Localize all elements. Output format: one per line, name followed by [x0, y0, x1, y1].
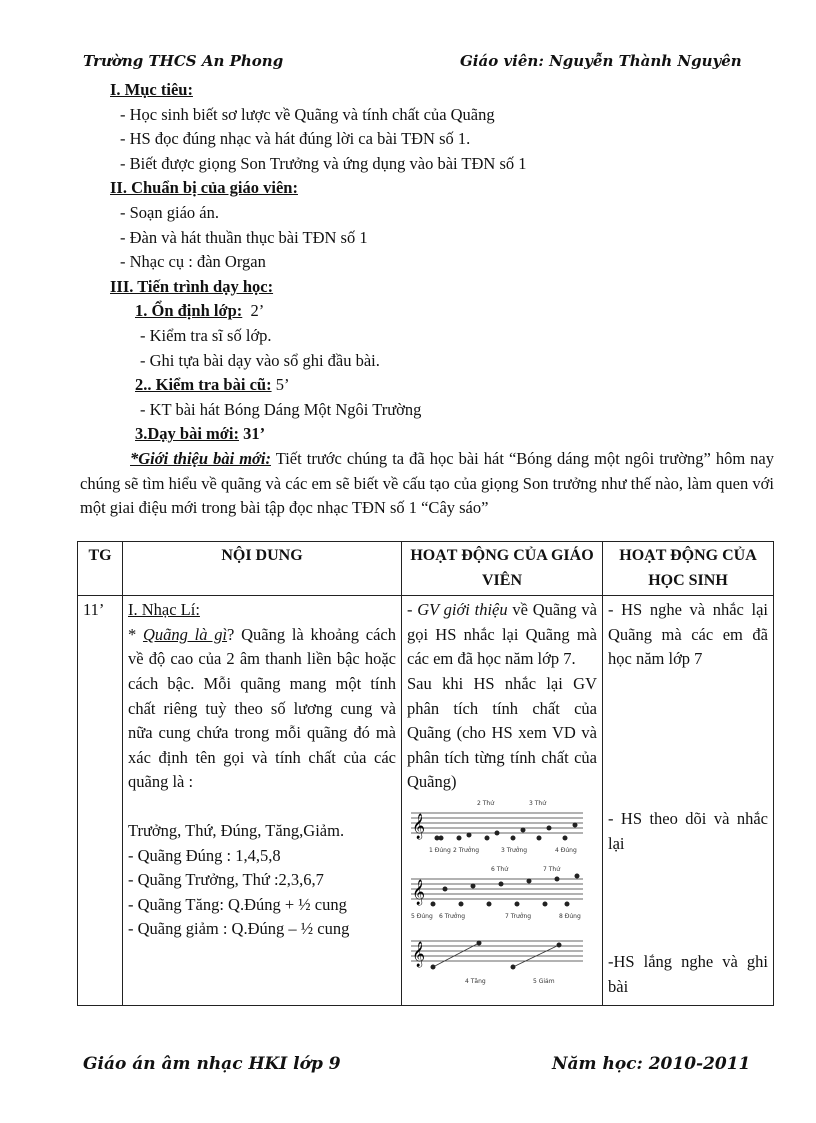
section1-item: - Biết được giọng Son Trưởng và ứng dụng vào bài TĐN số 1 [120, 153, 527, 173]
header-teacher-activity: HOẠT ĐỘNG CỦA GIÁO VIÊN [402, 542, 603, 596]
step2-time: 5’ [275, 375, 290, 395]
staff-label: 5 Đúng [411, 912, 433, 920]
note [485, 835, 490, 840]
step1-item: - Ghi tựa bài dạy vào sổ ghi đầu bài. [140, 350, 380, 370]
treble-clef-icon: 𝄞 [412, 941, 426, 967]
student-activity-3: -HS lắng nghe và ghi bài [608, 952, 768, 996]
step2-item: - KT bài hát Bóng Dáng Một Ngôi Trường [140, 399, 422, 419]
note [527, 878, 532, 883]
treble-clef-icon: 𝄞 [412, 813, 426, 839]
note [431, 901, 436, 906]
content-q-label: Quãng là gì [142, 624, 228, 644]
staff-label: 7 Trưởng [505, 912, 532, 920]
staff-label: 8 Đúng [559, 912, 581, 920]
teacher-analysis: Sau khi HS nhắc lại GV phân tích tính chất của Quãng (cho HS xem VD và phân tích từng tính chất của Quãng) [407, 673, 597, 792]
note [499, 881, 504, 886]
interval-staff-2 [409, 863, 585, 923]
staff-label: 4 Đúng [555, 846, 577, 854]
header-school: Trường THCS An Phong [83, 52, 284, 70]
intro-paragraph [80, 447, 774, 521]
staff-label: 4 Tăng [465, 977, 486, 985]
step2-line [80, 373, 774, 398]
staff-label: 6 Trưởng [439, 912, 466, 920]
step1-label: 1. Ổn định lớp: [135, 301, 243, 321]
staff-label: 5 Giảm [533, 977, 555, 985]
cell-teacher [402, 596, 603, 1006]
lesson-body [80, 78, 774, 521]
staff-label: 1 Đúng [429, 846, 451, 854]
step1-line [80, 299, 774, 324]
section2-item: - Nhạc cụ : đàn Organ [120, 252, 266, 272]
note [487, 901, 492, 906]
footer-year: Năm học: 2010-2011 [552, 1054, 751, 1074]
teacher-intro [407, 598, 597, 672]
teacher-text1: về Quãng và gọi HS nhắc lại Quãng mà các em đã học năm lớp 7. [407, 600, 597, 669]
intro-label: *Giới thiệu bài mới: [130, 448, 271, 468]
note [459, 901, 464, 906]
section2-item: - Đàn và hát thuần thục bài TĐN số 1 [120, 227, 368, 247]
header-teacher: Giáo viên: Nguyễn Thành Nguyên [460, 52, 742, 70]
note [467, 832, 472, 837]
staff-label: 3 Trưởng [501, 846, 528, 854]
note [521, 827, 526, 832]
section2-item: - Soạn giáo án. [120, 202, 219, 222]
student-activity-2: - HS theo dõi và nhắc lại [608, 808, 768, 853]
header-content: NỘI DUNG [123, 542, 402, 596]
note [547, 825, 552, 830]
staff-label: 2 Thứ [477, 799, 494, 807]
note [477, 940, 482, 945]
note [495, 830, 500, 835]
note [543, 901, 548, 906]
section1-item: - HS đọc đúng nhạc và hát đúng lời ca bài TĐN số 1. [120, 129, 471, 149]
step3-time: 31’ [243, 424, 266, 444]
note [439, 835, 444, 840]
note [457, 835, 462, 840]
note [431, 964, 436, 969]
content-definition [128, 623, 396, 795]
content-title: I. Nhạc Lí: [128, 600, 200, 620]
cell-tg: 11’ [78, 596, 123, 1006]
content-star: * [128, 624, 143, 644]
note [511, 964, 516, 969]
lesson-table [77, 541, 774, 1006]
step2-label: 2.. Kiểm tra bài cũ: [135, 375, 272, 395]
header-tg: TG [78, 542, 123, 596]
section1-item: - Học sinh biết sơ lược về Quãng và tính chất của Quãng [120, 104, 495, 124]
student-activity-1: - HS nghe và nhắc lại Quãng mà các em đã học năm lớp 7 [608, 600, 768, 669]
footer-course: Giáo án âm nhạc HKI lớp 9 [83, 1054, 341, 1074]
cell-content [123, 596, 402, 1006]
section1-heading: I. Mục tiêu: [110, 80, 193, 99]
note [471, 883, 476, 888]
step3-label: 3.Dạy bài mới: [135, 424, 240, 444]
note [443, 886, 448, 891]
note [565, 901, 570, 906]
content-list-item: Trưởng, Thứ, Đúng, Tăng,Giảm. [128, 820, 345, 840]
note [511, 835, 516, 840]
staff-label: 6 Thứ [491, 865, 508, 873]
content-list-item: - Quãng Trưởng, Thứ :2,3,6,7 [128, 870, 324, 890]
cell-student [603, 596, 774, 1006]
content-list-item: - Quãng Tăng: Q.Đúng + ½ cung [128, 894, 347, 914]
table-header-row [78, 542, 774, 596]
note [573, 822, 578, 827]
section3-heading: III. Tiến trình dạy học: [110, 276, 274, 296]
teacher-lead: - GV giới thiệu [407, 600, 508, 620]
staff-label: 2 Trưởng [453, 846, 480, 854]
note [555, 876, 560, 881]
content-q-rest: ? Quãng là khoảng cách về độ cao của 2 âm thanh liền bậc hoặc cách bậc. Mỗi quãng mang một tính chất riêng tuỳ theo số lương cung và nữa cung chứa trong mỗi quãng đó mà xác định tên gọi và tính chất của các quãng là : [128, 624, 396, 792]
staff-label: 7 Thứ [543, 865, 560, 873]
note [563, 835, 568, 840]
section2-heading: II. Chuẩn bị của giáo viên: [110, 178, 298, 198]
staff-label: 3 Thứ [529, 799, 546, 807]
interval-staff-1 [409, 797, 585, 857]
interval-staff-3 [409, 929, 585, 987]
treble-clef-icon: 𝄞 [412, 879, 426, 905]
content-list-item: - Quãng giảm : Q.Đúng – ½ cung [128, 919, 350, 939]
content-list-item: - Quãng Đúng : 1,4,5,8 [128, 845, 281, 865]
note [537, 835, 542, 840]
note [515, 901, 520, 906]
note [557, 942, 562, 947]
step1-time: 2’ [250, 301, 265, 321]
header-student-activity: HOẠT ĐỘNG CỦA HỌC SINH [603, 542, 774, 596]
step1-item: - Kiểm tra sĩ số lớp. [140, 325, 272, 345]
intro-text: Tiết trước chúng ta đã học bài hát “Bóng dáng một ngôi trường” hôm nay chúng sẽ tìm hiểu về quãng và các em sẽ biết về cấu tạo của giọng Son trưởng như thế nào, làm quen với một giai điệu mới trong bài tập đọc nhạc TĐN số 1 “Cây sáo” [80, 448, 775, 518]
table-row [78, 596, 774, 1006]
note [575, 873, 580, 878]
step3-line [80, 422, 774, 447]
